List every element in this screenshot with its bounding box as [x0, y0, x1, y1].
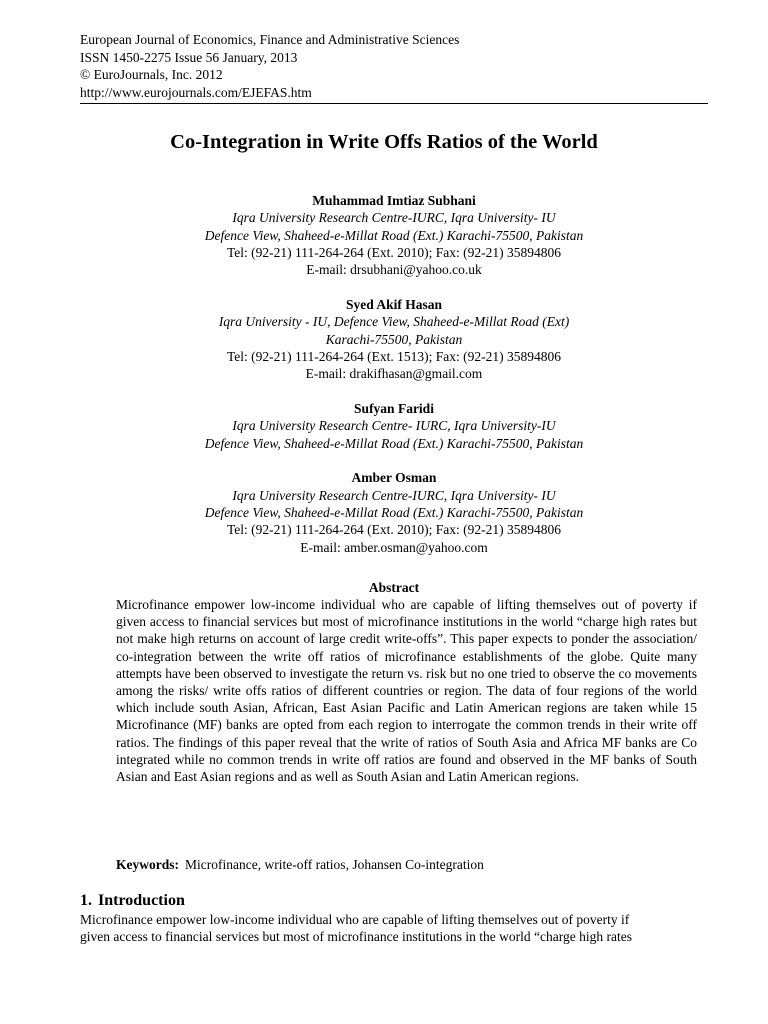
- author-affiliation: Iqra University - IU, Defence View, Shaheed-e-Millat Road (Ext): [218, 314, 570, 330]
- author-affiliation: Iqra University Research Centre- IURC, Iqra University-IU: [232, 418, 556, 434]
- keywords: [116, 856, 484, 873]
- paragraph-line: given access to financial services but most of microfinance institutions in the world “charge high rates: [80, 929, 632, 945]
- introduction-text: [80, 911, 708, 945]
- author-block: [80, 469, 708, 555]
- section-title: Introduction: [98, 892, 185, 909]
- keywords-label: Keywords:: [116, 857, 179, 872]
- journal-header: [80, 31, 459, 101]
- author-list: [80, 192, 708, 573]
- journal-issn: ISSN 1450-2275 Issue 56 January, 2013: [80, 49, 298, 65]
- abstract-text: Microfinance empower low-income individual who are capable of lifting themselves out of poverty if given access to financial services but most of microfinance institutions in the world “charge high rates but not make high returns on account of large credit write-offs”. This paper expects to ponder the association/ co-integration between the write off ratios of microfinance establishments of the globe. Quite many attempts have been observed to investigate the return vs. risk but no one tried to observe the co movements among the risks/ write offs ratios of different countries or region. The data of four regions of the world which include south Asian, African, East Asian Pacific and Latin American regions are taken while 15 Microfinance (MF) banks are opted from each region to interrogate the common trends in their write off ratios. The findings of this paper reveal that the write of ratios of South Asia and Africa MF banks are Co integrated while no common trends in write off ratios are found and observed in the MF banks of South Asian and East Asian regions and as well as South Asian and Latin American regions.: [116, 597, 697, 785]
- author-block: [80, 192, 708, 278]
- author-phone: Tel: (92-21) 111-264-264 (Ext. 1513); Fax: (92-21) 35894806: [227, 348, 561, 364]
- abstract-heading: Abstract: [368, 580, 420, 595]
- author-email[interactable]: E-mail: drakifhasan@gmail.com: [305, 366, 483, 382]
- section-heading-introduction: [80, 891, 185, 911]
- author-block: [80, 400, 708, 452]
- keywords-value: Microfinance, write-off ratios, Johansen Co-integration: [185, 857, 484, 872]
- author-phone: Tel: (92-21) 111-264-264 (Ext. 2010); Fax: (92-21) 35894806: [227, 522, 561, 538]
- author-affiliation: Defence View, Shaheed-e-Millat Road (Ext.) Karachi-75500, Pakistan: [204, 227, 584, 243]
- author-email[interactable]: E-mail: drsubhani@yahoo.co.uk: [306, 262, 482, 278]
- paragraph-line: Microfinance empower low-income individual who are capable of lifting themselves out of poverty if: [80, 912, 630, 927]
- author-affiliation: Iqra University Research Centre-IURC, Iqra University- IU: [232, 487, 556, 503]
- journal-name: European Journal of Economics, Finance and Administrative Sciences: [80, 32, 460, 47]
- journal-url[interactable]: http://www.eurojournals.com/EJEFAS.htm: [80, 84, 312, 100]
- author-affiliation: Karachi-75500, Pakistan: [325, 331, 463, 347]
- header-divider: [80, 103, 708, 104]
- author-name: Muhammad Imtiaz Subhani: [312, 193, 476, 208]
- author-affiliation: Defence View, Shaheed-e-Millat Road (Ext.) Karachi-75500, Pakistan: [204, 504, 584, 520]
- author-name: Amber Osman: [351, 470, 437, 486]
- paper-title: Co-Integration in Write Offs Ratios of the World: [170, 131, 598, 153]
- author-phone: Tel: (92-21) 111-264-264 (Ext. 2010); Fax: (92-21) 35894806: [227, 244, 561, 260]
- journal-copyright: © EuroJournals, Inc. 2012: [80, 67, 223, 82]
- author-affiliation: Defence View, Shaheed-e-Millat Road (Ext.) Karachi-75500, Pakistan: [204, 435, 584, 451]
- author-affiliation: Iqra University Research Centre-IURC, Iqra University- IU: [232, 210, 556, 226]
- author-block: [80, 296, 708, 382]
- author-email[interactable]: E-mail: amber.osman@yahoo.com: [300, 539, 488, 555]
- author-name: Sufyan Faridi: [354, 400, 434, 416]
- author-name: Syed Akif Hasan: [345, 296, 443, 312]
- section-number: 1.: [80, 892, 92, 909]
